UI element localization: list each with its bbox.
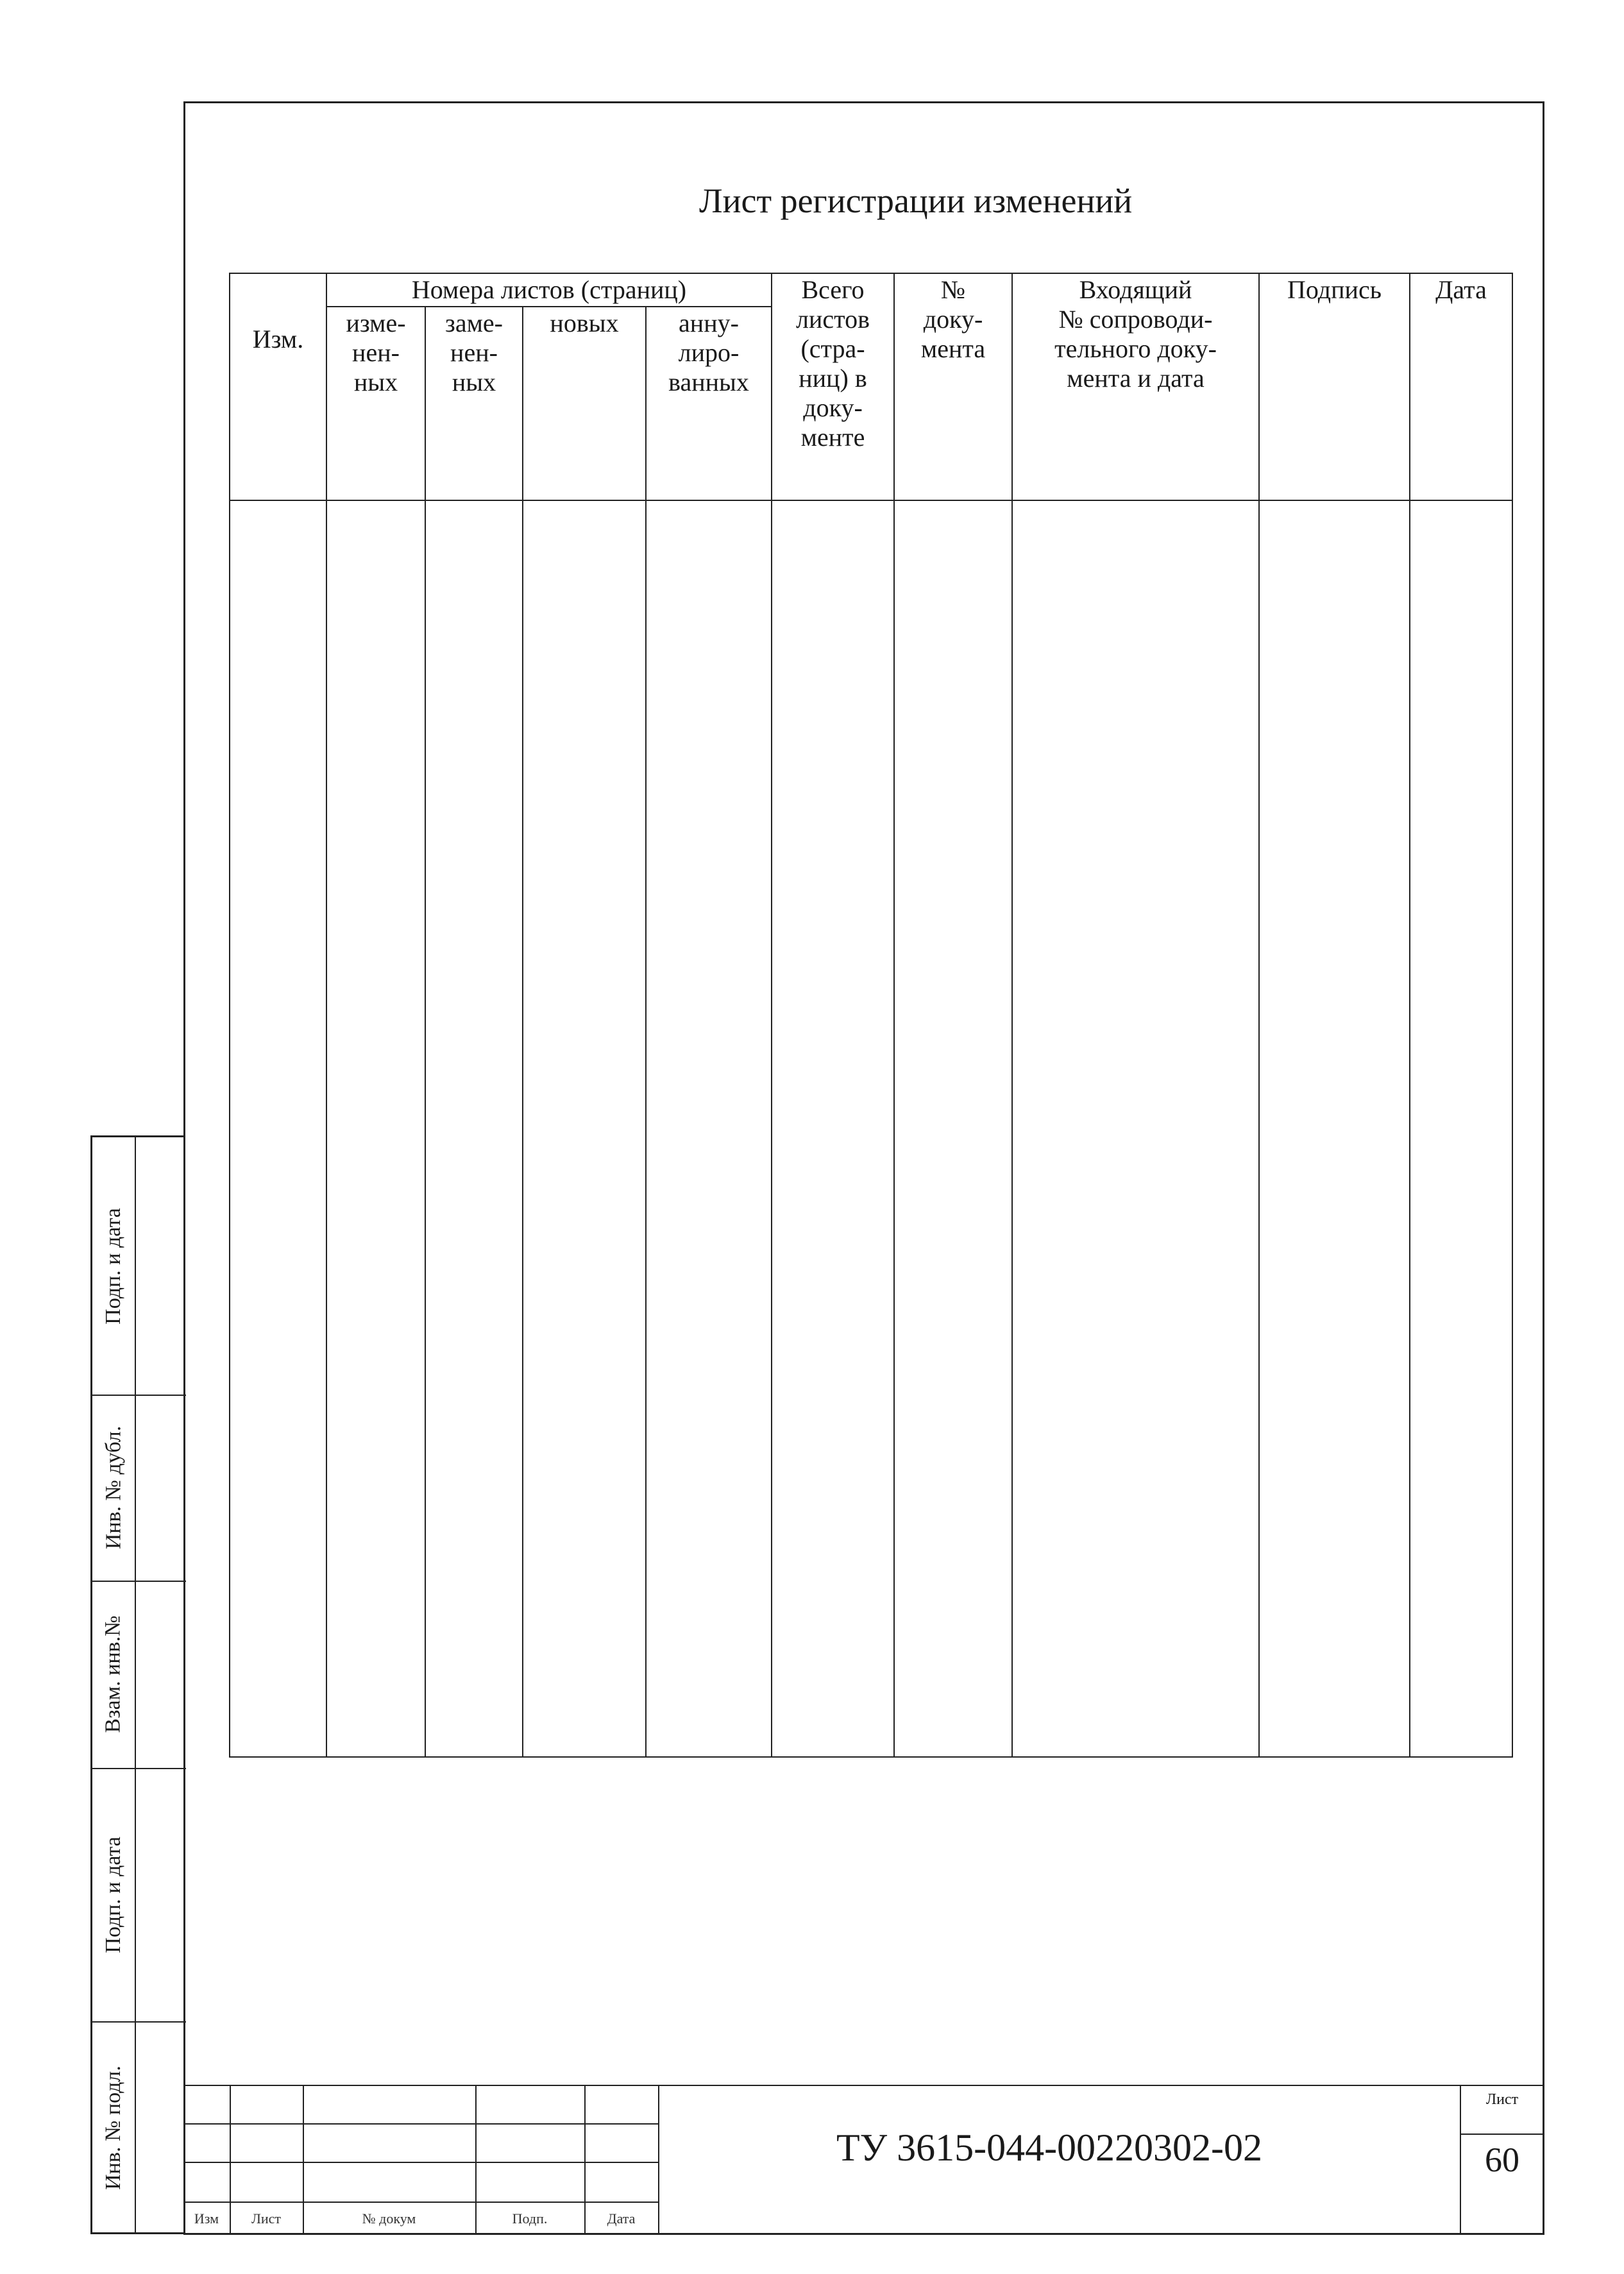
table-cell[interactable]	[894, 500, 1012, 1757]
stamp-label-sign: Подп.	[512, 2210, 548, 2227]
col-new-header: новых	[523, 307, 646, 500]
table-row	[230, 500, 1512, 1757]
side-label-repl-inv: Взам. инв.№	[101, 1615, 126, 1733]
col-changed-header: изме- нен- ных	[326, 307, 425, 500]
col-izm-header: Изм.	[230, 273, 326, 500]
col-replaced-header: заме- нен- ных	[425, 307, 523, 500]
stamp-label-date: Дата	[607, 2210, 636, 2227]
side-label-sign-date: Подп. и дата	[101, 1207, 126, 1325]
col-date-header: Дата	[1410, 273, 1512, 500]
header-row	[230, 273, 1512, 307]
side-stamp	[90, 1135, 184, 2234]
table-cell[interactable]	[425, 500, 523, 1757]
title-block	[183, 2085, 1544, 2235]
side-label-orig-inv: Инв. № подл.	[101, 2066, 126, 2190]
page-title: Лист регистрации изменений	[699, 182, 1133, 220]
stamp-label-list: Лист	[251, 2210, 282, 2227]
sheet-number: 60	[1485, 2141, 1519, 2179]
side-label-sign-date-2: Подп. и дата	[101, 1836, 126, 1953]
table-cell[interactable]	[1012, 500, 1259, 1757]
table-cell[interactable]	[1410, 500, 1512, 1757]
table-cell[interactable]	[523, 500, 646, 1757]
stamp-label-docnum: № докум	[362, 2210, 416, 2227]
col-signature-header: Подпись	[1259, 273, 1410, 500]
table-cell[interactable]	[230, 500, 326, 1757]
sheet-label: Лист	[1485, 2091, 1519, 2108]
side-label-dup-inv: Инв. № дубл.	[101, 1425, 126, 1550]
col-incoming-header: Входящий № сопроводи- тельного доку- мента и дата	[1012, 273, 1259, 500]
col-total-header: Всего листов (стра- ниц) в доку- менте	[772, 273, 894, 500]
col-docnum-header: № доку- мента	[894, 273, 1012, 500]
document-code: ТУ 3615-044-00220302-02	[836, 2126, 1263, 2169]
table-cell[interactable]	[326, 500, 425, 1757]
change-registration-table	[229, 273, 1513, 1758]
table-cell[interactable]	[772, 500, 894, 1757]
stamp-label-izm: Изм	[194, 2210, 219, 2227]
col-annulled-header: анну- лиро- ванных	[646, 307, 772, 500]
table-cell[interactable]	[1259, 500, 1410, 1757]
table-cell[interactable]	[646, 500, 772, 1757]
col-group-header: Номера листов (страниц)	[326, 273, 772, 307]
